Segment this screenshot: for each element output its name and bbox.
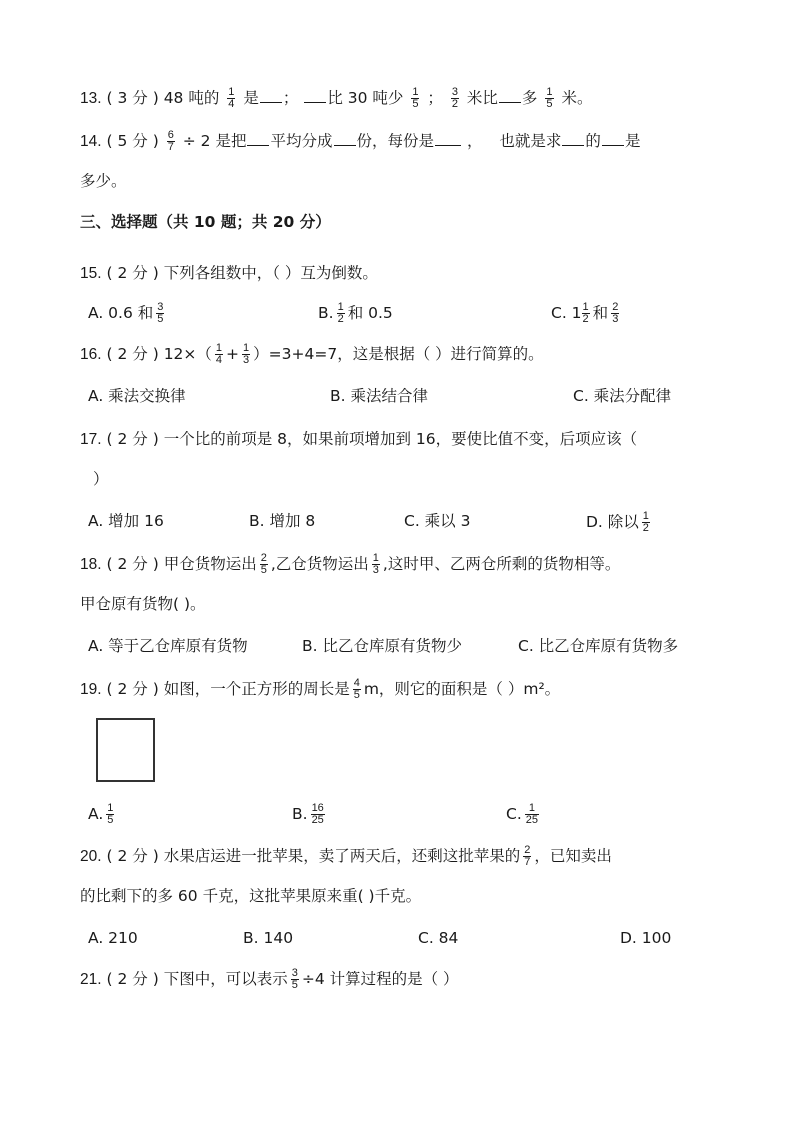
question-number: 16. bbox=[80, 346, 102, 363]
question-score: ( 3 分 ) bbox=[106, 89, 159, 107]
question-text: ÷ 2 bbox=[182, 132, 211, 150]
fraction: $\frac{1}{5}$ bbox=[412, 86, 419, 110]
question-score: ( 2 分 ) bbox=[106, 555, 159, 573]
question-text: ）=3+4=7，这是根据（ ）进行简算的。 bbox=[253, 345, 544, 363]
answer-blank[interactable] bbox=[247, 131, 269, 146]
option-c[interactable]: C. 比乙仓库原有货物多 bbox=[518, 637, 679, 655]
question-text: 如图，一个正方形的周长是 bbox=[163, 680, 350, 698]
answer-blank[interactable] bbox=[304, 88, 326, 103]
question-text: m，则它的面积是（ ）m²。 bbox=[363, 680, 561, 698]
fraction: $\frac{1}{5}$ bbox=[546, 86, 553, 110]
answer-blank[interactable] bbox=[499, 88, 521, 103]
question-number: 18. bbox=[80, 556, 102, 573]
question-text: 份，每份是 bbox=[356, 132, 435, 150]
question-17-cont: ） bbox=[93, 470, 109, 488]
option-c[interactable]: C. 84 bbox=[418, 929, 459, 947]
question-text: 一个比的前项是 8，如果前项增加到 16，要使比值不变，后项应该（ bbox=[163, 430, 638, 448]
answer-blank[interactable] bbox=[260, 88, 282, 103]
option-a[interactable]: A. 增加 16 bbox=[88, 512, 164, 530]
fraction: $\frac{1}{2}$ bbox=[582, 301, 589, 325]
question-text: 米。 bbox=[561, 89, 593, 107]
question-text: ÷4 计算过程的是（ ） bbox=[301, 970, 459, 988]
fraction: $\frac{1}{4}$ bbox=[215, 342, 223, 366]
answer-blank[interactable] bbox=[435, 131, 461, 146]
fraction: $\frac{16}{25}$ bbox=[311, 802, 324, 826]
option-a[interactable]: A. $\frac{1}{5}$ bbox=[88, 802, 114, 826]
option-c[interactable]: C. 乘以 3 bbox=[404, 512, 471, 530]
plus-sign: + bbox=[226, 345, 240, 363]
question-number: 20. bbox=[80, 848, 102, 865]
option-a[interactable]: A. 0.6 和 $\frac{3}{5}$ bbox=[88, 301, 164, 325]
question-17 bbox=[80, 429, 637, 450]
question-text: 下图中，可以表示 bbox=[163, 970, 288, 988]
question-number: 17. bbox=[80, 431, 102, 448]
question-18-cont: 甲仓原有货物( )。 bbox=[80, 595, 206, 613]
question-text: 也就是求 bbox=[499, 132, 562, 150]
fraction: $\frac{3}{5}$ bbox=[291, 967, 298, 991]
question-text: 是 bbox=[243, 89, 259, 107]
question-score: ( 2 分 ) bbox=[106, 970, 159, 988]
question-number: 21. bbox=[80, 971, 102, 988]
fraction: $\frac{1}{5}$ bbox=[107, 802, 114, 826]
question-score: ( 5 分 ) bbox=[106, 132, 159, 150]
question-text: ，已知卖出 bbox=[534, 847, 612, 865]
option-b[interactable]: B. $\frac{16}{25}$ bbox=[292, 802, 324, 826]
question-text: ,这时甲、乙两仓所剩的货物相等。 bbox=[382, 555, 621, 573]
question-16 bbox=[80, 343, 544, 366]
fraction: $\frac{1}{2}$ bbox=[337, 301, 344, 325]
question-score: ( 2 分 ) bbox=[106, 680, 159, 698]
question-20-cont: 的比剩下的多 60 千克，这批苹果原来重( )千克。 bbox=[80, 887, 422, 905]
question-score: ( 2 分 ) bbox=[106, 264, 159, 282]
square-figure bbox=[96, 718, 155, 782]
question-21 bbox=[80, 968, 459, 991]
option-b[interactable]: B. 乘法结合律 bbox=[330, 387, 428, 405]
question-text: ； bbox=[427, 89, 443, 107]
question-text: ,乙仓货物运出 bbox=[270, 555, 369, 573]
question-text: 比 30 吨少 bbox=[327, 89, 404, 107]
question-text: 水果店运进一批苹果，卖了两天后，还剩这批苹果的 bbox=[163, 847, 521, 865]
option-b[interactable]: B. $\frac{1}{2}$ 和 0.5 bbox=[318, 301, 393, 325]
answer-blank[interactable] bbox=[334, 131, 356, 146]
question-18 bbox=[80, 553, 620, 576]
fraction: $\frac{2}{3}$ bbox=[612, 301, 619, 325]
question-20 bbox=[80, 845, 612, 868]
question-number: 19. bbox=[80, 681, 102, 698]
fraction: $\frac{3}{2}$ bbox=[451, 86, 458, 110]
fraction: $\frac{1}{2}$ bbox=[642, 510, 649, 534]
question-text: ， bbox=[466, 132, 483, 150]
option-b[interactable]: B. 140 bbox=[243, 929, 294, 947]
question-text: 的 bbox=[585, 132, 601, 150]
question-15 bbox=[80, 263, 378, 284]
option-a[interactable]: A. 乘法交换律 bbox=[88, 387, 186, 405]
question-13 bbox=[80, 87, 592, 110]
question-number: 15. bbox=[80, 265, 102, 282]
question-text: 下列各组数中，（ ）互为倒数。 bbox=[163, 264, 378, 282]
option-c[interactable]: C. 1 $\frac{1}{2}$ 和 $\frac{2}{3}$ bbox=[551, 301, 619, 325]
answer-blank[interactable] bbox=[562, 131, 584, 146]
option-c[interactable]: C. $\frac{1}{25}$ bbox=[506, 802, 538, 826]
answer-blank[interactable] bbox=[602, 131, 624, 146]
question-number: 14. bbox=[80, 133, 102, 150]
question-text: 48 吨的 bbox=[163, 89, 220, 107]
option-d[interactable]: D. 100 bbox=[620, 929, 672, 947]
fraction: $\frac{1}{25}$ bbox=[525, 802, 538, 826]
question-14-cont: 多少。 bbox=[80, 172, 127, 190]
fraction: $\frac{1}{4}$ bbox=[228, 86, 235, 110]
option-c[interactable]: C. 乘法分配律 bbox=[573, 387, 672, 405]
fraction: $\frac{1}{3}$ bbox=[243, 342, 250, 366]
option-b[interactable]: B. 增加 8 bbox=[249, 512, 316, 530]
option-b[interactable]: B. 比乙仓库原有货物少 bbox=[302, 637, 462, 655]
section-heading: 三、选择题（共 10 题；共 20 分） bbox=[80, 213, 331, 231]
option-a[interactable]: A. 等于乙仓库原有货物 bbox=[88, 637, 248, 655]
option-a[interactable]: A. 210 bbox=[88, 929, 138, 947]
question-text: ； bbox=[282, 89, 299, 107]
question-text: 米比 bbox=[466, 89, 498, 107]
question-text: 甲仓货物运出 bbox=[163, 555, 257, 573]
fraction: $\frac{4}{5}$ bbox=[353, 677, 360, 701]
question-text: 是把 bbox=[215, 132, 247, 150]
fraction: $\frac{6}{7}$ bbox=[167, 129, 174, 153]
fraction: $\frac{3}{5}$ bbox=[157, 301, 164, 325]
question-score: ( 2 分 ) bbox=[106, 847, 159, 865]
question-text: 是 bbox=[624, 132, 641, 150]
question-number: 13. bbox=[80, 90, 102, 107]
question-19 bbox=[80, 678, 560, 701]
question-score: ( 2 分 ) bbox=[106, 345, 159, 363]
question-text: 平均分成 bbox=[270, 132, 333, 150]
question-score: ( 2 分 ) bbox=[106, 430, 159, 448]
question-text: 多 bbox=[521, 89, 538, 107]
question-text: 12×（ bbox=[163, 345, 212, 363]
fraction: $\frac{1}{3}$ bbox=[372, 552, 379, 576]
question-14 bbox=[80, 130, 640, 153]
fraction: $\frac{2}{7}$ bbox=[524, 844, 531, 868]
option-d[interactable]: D. 除以 $\frac{1}{2}$ bbox=[586, 510, 649, 534]
fraction: $\frac{2}{5}$ bbox=[260, 552, 267, 576]
